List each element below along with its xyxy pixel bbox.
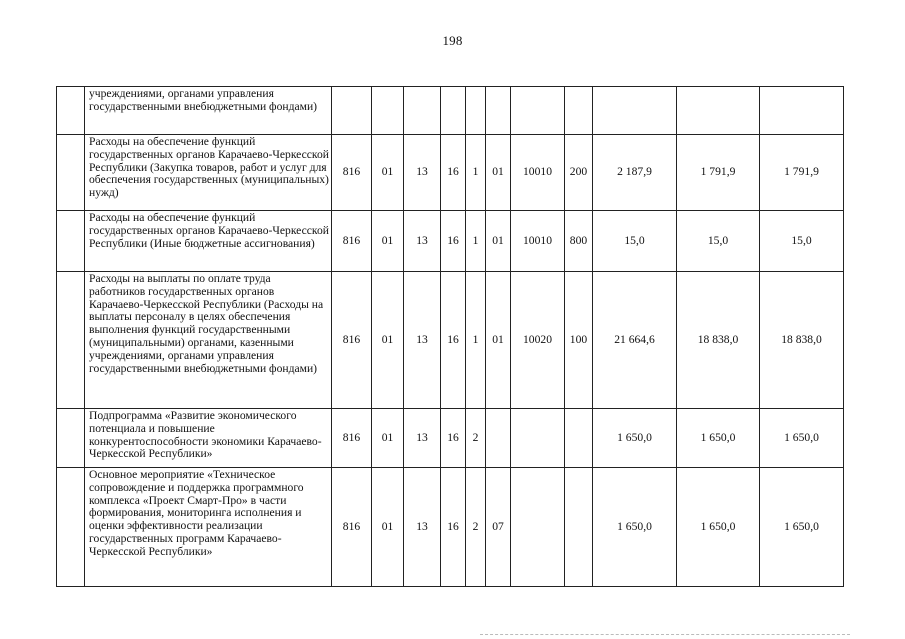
ministry-code-cell: 816 [332,135,372,211]
program-code-cell: 16 [441,272,466,409]
subprogram-code-cell: 1 [466,272,486,409]
item-name-cell: Расходы на выплаты по оплате труда работников государственных органов Карачаево-Черкесской Республики (Расходы на выплаты персоналу в целях обеспечения выполнения функций государственными (муниципальными) органами, казенными учреждениями, органами управления государственными внебюджетными фондами) [85,272,332,409]
table-row [57,468,844,587]
table-row [57,272,844,409]
ministry-code-cell: 816 [332,468,372,587]
program-code-cell [441,87,466,135]
amount-year2-cell: 1 650,0 [677,409,760,468]
ministry-code-cell [332,87,372,135]
subprogram-code-cell: 2 [466,409,486,468]
direction-code-cell [511,468,565,587]
ministry-code-cell: 816 [332,211,372,272]
subsection-code-cell: 13 [404,211,441,272]
ministry-code-cell: 816 [332,272,372,409]
section-code-cell: 01 [372,468,404,587]
program-code-cell: 16 [441,135,466,211]
item-name-cell: Основное мероприятие «Техническое сопровождение и поддержка программного комплекса «Проект Смарт-Про» в части формирования, мониторинга исполнения и оценки эффективности реализации государственных программ Карачаево-Черкесской Республики» [85,468,332,587]
direction-code-cell [511,409,565,468]
event-code-cell: 01 [486,135,511,211]
section-code-cell [372,87,404,135]
subsection-code-cell: 13 [404,409,441,468]
page-number: 198 [442,33,463,48]
section-code-cell: 01 [372,409,404,468]
amount-year2-cell [677,87,760,135]
ministry-code-cell: 816 [332,409,372,468]
subsection-code-cell: 13 [404,135,441,211]
item-name-cell: Подпрограмма «Развитие экономического потенциала и повышение конкурентоспособности экономики Карачаево-Черкесской Республики» [85,409,332,468]
expense-type-cell [565,409,593,468]
event-code-cell: 01 [486,272,511,409]
section-code-cell: 01 [372,211,404,272]
subprogram-code-cell: 1 [466,211,486,272]
subprogram-code-cell [466,87,486,135]
amount-year2-cell: 1 650,0 [677,468,760,587]
event-code-cell [486,409,511,468]
item-name-cell: учреждениями, органами управления государственными внебюджетными фондами) [85,87,332,135]
amount-year1-cell: 15,0 [593,211,677,272]
expense-type-cell [565,468,593,587]
direction-code-cell: 10010 [511,135,565,211]
expense-type-cell [565,87,593,135]
expense-type-cell: 200 [565,135,593,211]
table-row [57,211,844,272]
row-number-cell [57,135,85,211]
direction-code-cell: 10010 [511,211,565,272]
amount-year1-cell: 1 650,0 [593,409,677,468]
direction-code-cell: 10020 [511,272,565,409]
event-code-cell [486,87,511,135]
row-number-cell [57,87,85,135]
program-code-cell: 16 [441,468,466,587]
subsection-code-cell [404,87,441,135]
subprogram-code-cell: 1 [466,135,486,211]
expense-type-cell: 100 [565,272,593,409]
amount-year2-cell: 15,0 [677,211,760,272]
amount-year1-cell [593,87,677,135]
event-code-cell: 01 [486,211,511,272]
section-code-cell: 01 [372,272,404,409]
amount-year1-cell: 2 187,9 [593,135,677,211]
subprogram-code-cell: 2 [466,468,486,587]
amount-year3-cell: 1 650,0 [760,409,844,468]
budget-table [56,86,844,587]
subsection-code-cell: 13 [404,468,441,587]
section-code-cell: 01 [372,135,404,211]
amount-year3-cell: 18 838,0 [760,272,844,409]
direction-code-cell [511,87,565,135]
table-row [57,135,844,211]
item-name-cell: Расходы на обеспечение функций государственных органов Карачаево-Черкесской Республики (Закупка товаров, работ и услуг для обеспечения государственных (муниципальных) нужд) [85,135,332,211]
amount-year3-cell: 1 650,0 [760,468,844,587]
amount-year1-cell: 1 650,0 [593,468,677,587]
row-number-cell [57,468,85,587]
subsection-code-cell: 13 [404,272,441,409]
item-name-cell: Расходы на обеспечение функций государственных органов Карачаево-Черкесской Республики (Иные бюджетные ассигнования) [85,211,332,272]
amount-year3-cell: 1 791,9 [760,135,844,211]
amount-year2-cell: 1 791,9 [677,135,760,211]
table-row [57,409,844,468]
program-code-cell: 16 [441,409,466,468]
row-number-cell [57,272,85,409]
amount-year3-cell: 15,0 [760,211,844,272]
row-number-cell [57,211,85,272]
table-row [57,87,844,135]
expense-type-cell: 800 [565,211,593,272]
row-number-cell [57,409,85,468]
amount-year1-cell: 21 664,6 [593,272,677,409]
event-code-cell: 07 [486,468,511,587]
program-code-cell: 16 [441,211,466,272]
amount-year3-cell [760,87,844,135]
amount-year2-cell: 18 838,0 [677,272,760,409]
scan-artifact-line [480,634,850,635]
